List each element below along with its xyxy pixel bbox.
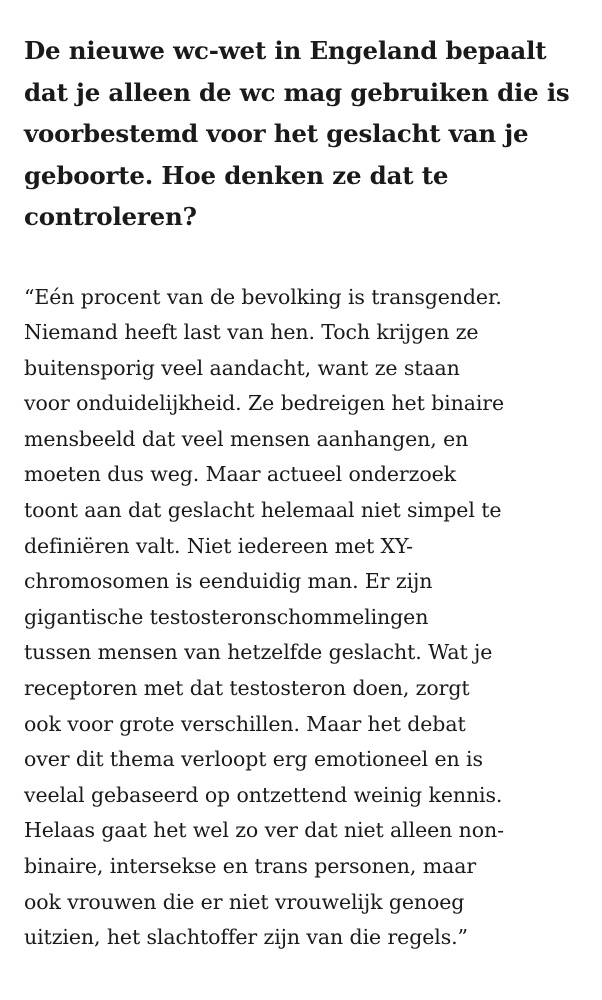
answer-line: voor onduidelijkheid. Ze bedreigen het binaire bbox=[24, 391, 505, 416]
answer-line: ook voor grote verschillen. Maar het debat bbox=[24, 711, 466, 736]
answer-line: Niemand heeft last van hen. Toch krijgen ze bbox=[24, 320, 479, 345]
answer-line: uitzien, het slachtoffer zijn van die regels.” bbox=[24, 925, 468, 950]
question-line: geboorte. Hoe denken ze dat te bbox=[24, 160, 449, 190]
answer-line: binaire, intersekse en trans personen, maar bbox=[24, 854, 477, 878]
answer-line: ook vrouwen die er niet vrouwelijk genoeg bbox=[24, 889, 465, 914]
question-line: controleren? bbox=[24, 202, 197, 231]
question-line: voorbestemd voor het geslacht van je bbox=[24, 119, 529, 148]
answer-line: chromosomen is eenduidig man. Er zijn bbox=[24, 569, 433, 594]
answer-line: definiëren valt. Niet iedereen met XY- bbox=[24, 533, 414, 558]
article bbox=[24, 30, 594, 956]
answer-line: veelal gebaseerd op ontzettend weinig kennis. bbox=[24, 782, 503, 807]
answer-line: “Eén procent van de bevolking is transgender. bbox=[24, 284, 502, 309]
answer-line: over dit thema verloopt erg emotioneel en is bbox=[24, 747, 483, 772]
question-line: De nieuwe wc-wet in Engeland bepaalt bbox=[24, 36, 547, 65]
interview-question bbox=[24, 30, 594, 238]
answer-line: moeten dus weg. Maar actueel onderzoek bbox=[24, 462, 456, 487]
answer-line: mensbeeld dat veel mensen aanhangen, en bbox=[24, 426, 469, 451]
answer-line: Helaas gaat het wel zo ver dat niet alleen non- bbox=[24, 818, 504, 843]
question-line: dat je alleen de wc mag gebruiken die is bbox=[24, 77, 570, 107]
answer-line: tussen mensen van hetzelfde geslacht. Wat je bbox=[24, 640, 493, 665]
answer-line: receptoren met dat testosteron doen, zorgt bbox=[24, 676, 470, 701]
answer-line: toont aan dat geslacht helemaal niet simpel te bbox=[24, 498, 502, 523]
interview-answer bbox=[24, 280, 594, 956]
answer-line: buitensporig veel aandacht, want ze staan bbox=[24, 355, 460, 380]
answer-line: gigantische testosteronschommelingen bbox=[24, 604, 429, 629]
